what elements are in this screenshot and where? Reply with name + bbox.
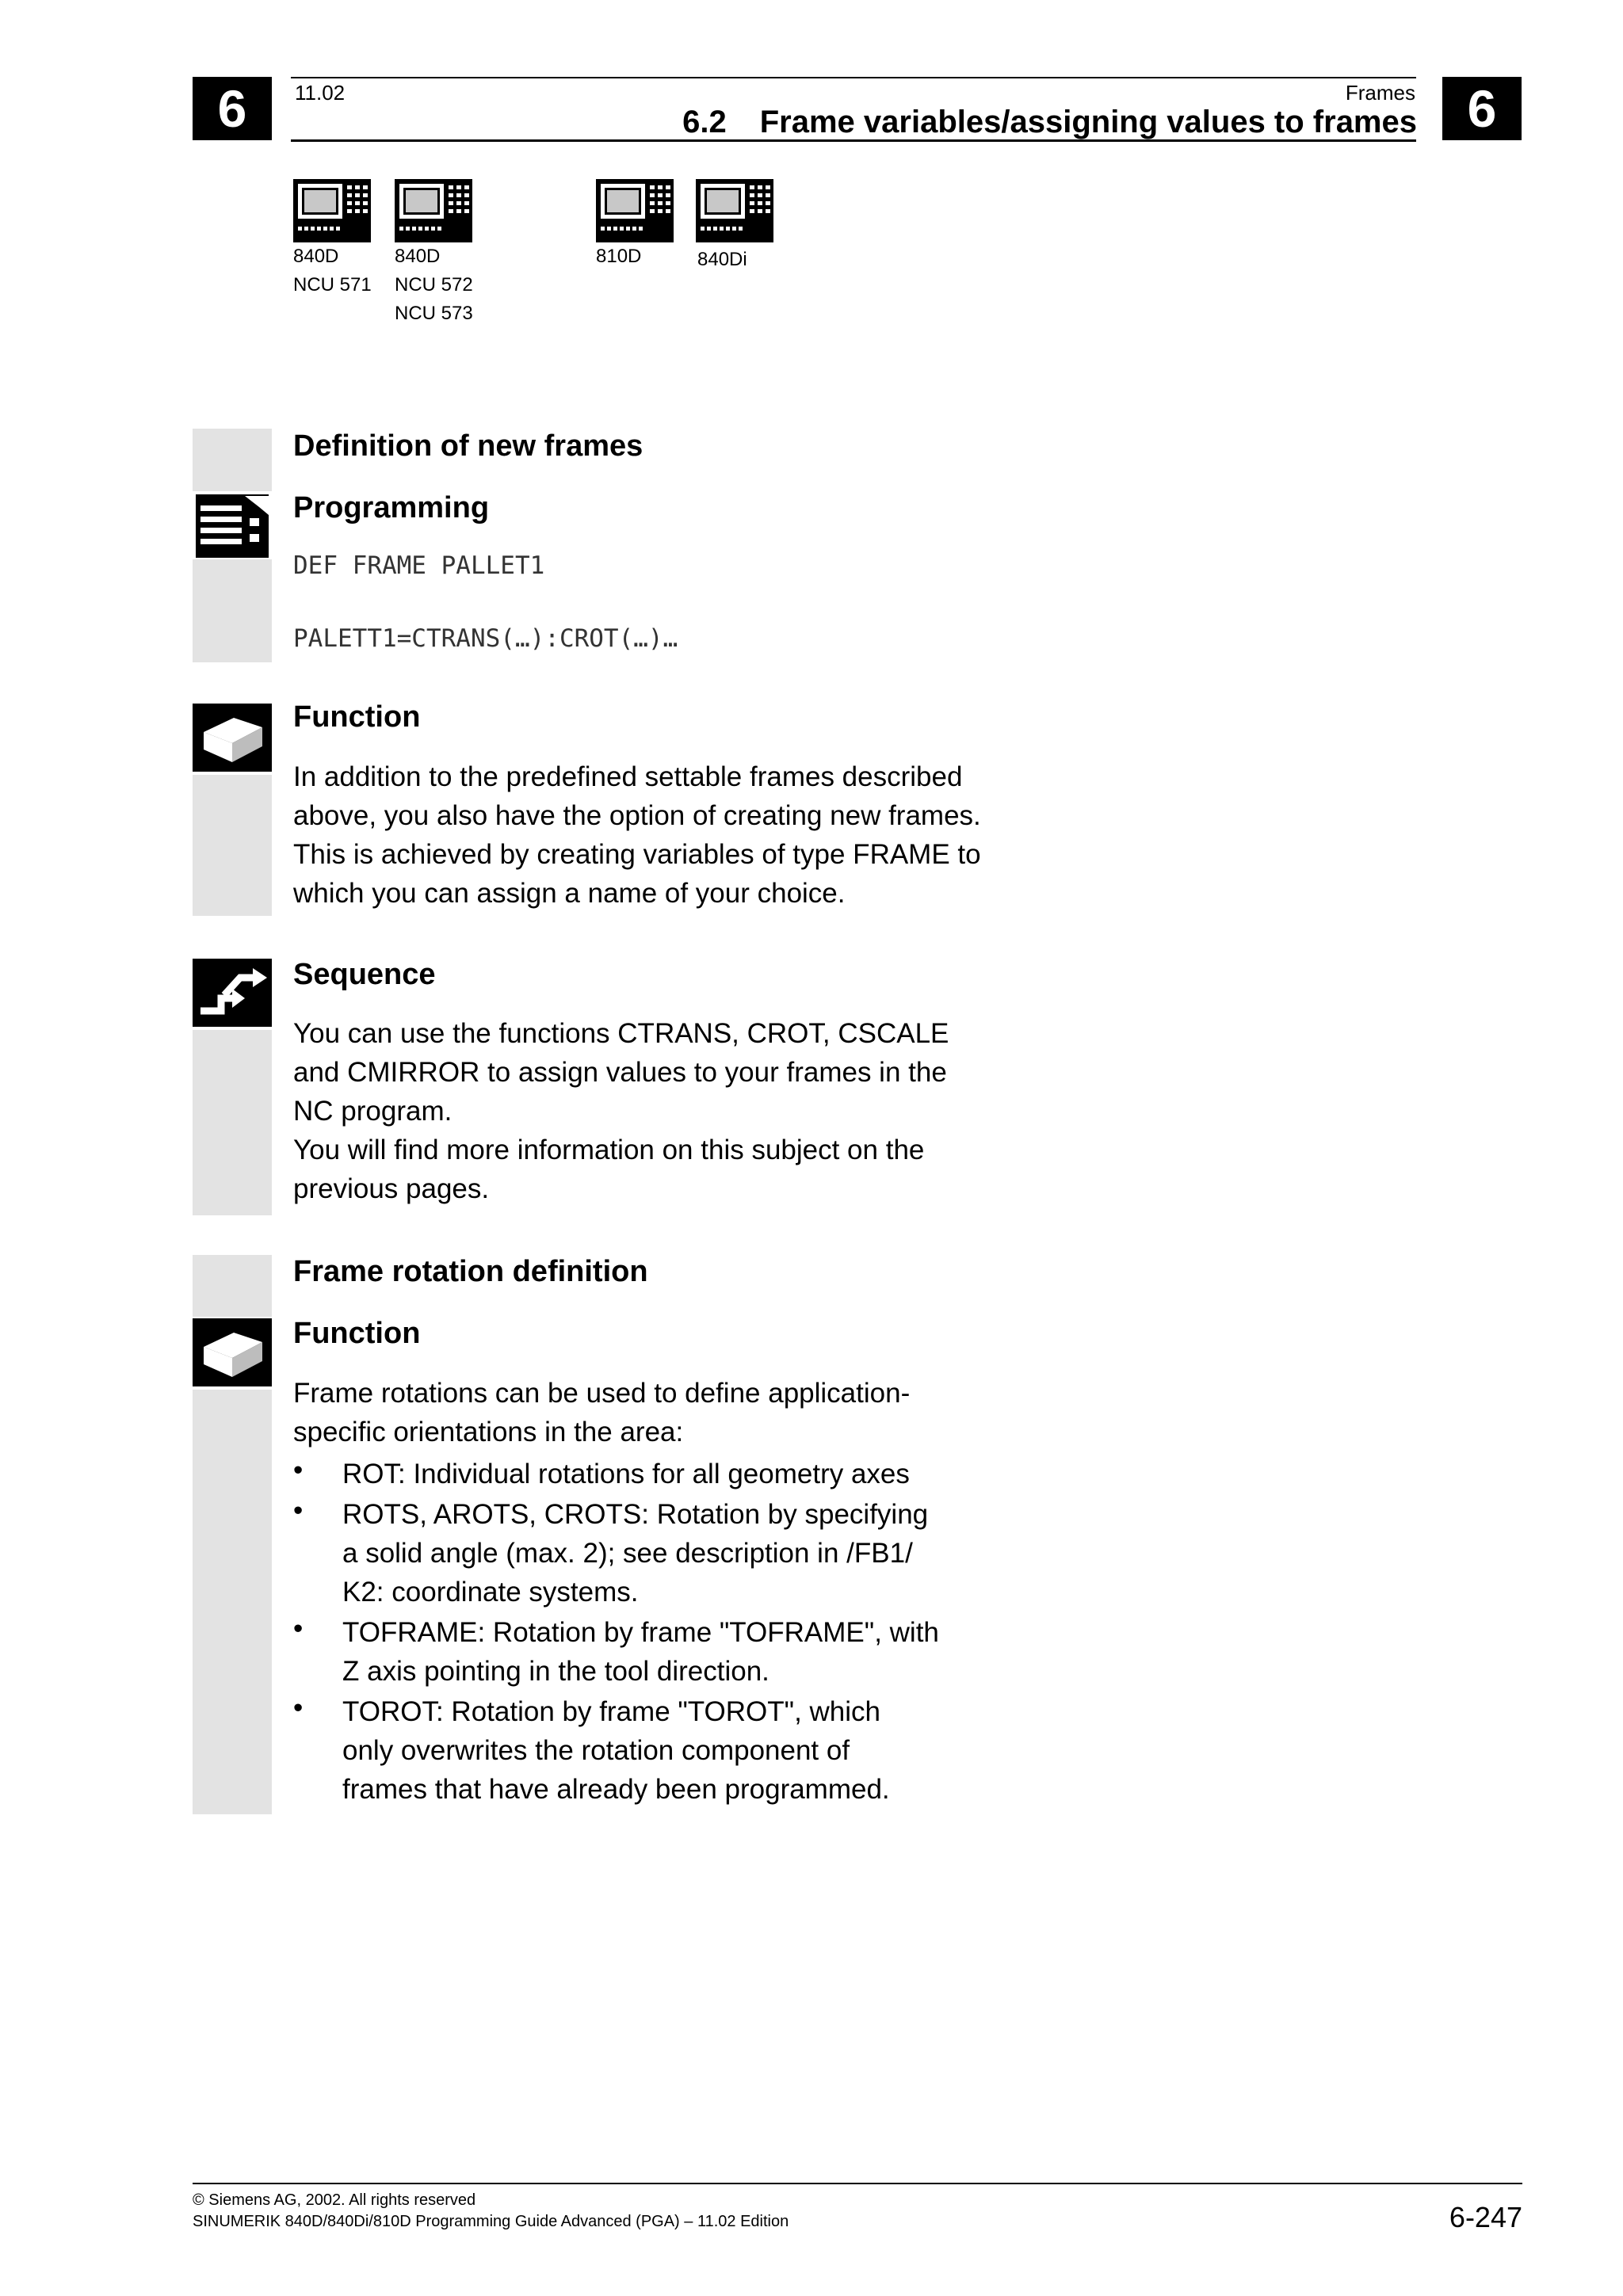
control-label: 840D NCU 571 [293,246,372,296]
code-line: DEF FRAME PALLET1 [293,551,545,580]
bullet-item: ROT: Individual rotations for all geometry axes [342,1459,910,1489]
bullet-marker: • [293,1455,304,1486]
heading-sequence: Sequence [293,958,436,991]
header-chapter-name: Frames [1345,81,1415,105]
heading-function: Function [293,700,421,734]
bullet-marker: • [293,1613,304,1644]
rotation-intro: Frame rotations can be used to define application- specific orientations in the area: [293,1378,911,1447]
heading-function: Function [293,1317,421,1350]
chapter-tab-right: 6 [1442,77,1522,140]
header-rule-bottom [291,139,1416,142]
margin-bar [193,1390,272,1814]
control-label: 840D NCU 572 NCU 573 [395,246,473,324]
footer-rule [193,2183,1522,2184]
margin-bar [193,559,272,662]
footer-copyright: © Siemens AG, 2002. All rights reserved [193,2191,476,2209]
function-paragraph: In addition to the predefined settable frames described above, you also have the option of creating new frames. This is achieved by creating variables of type FRAME to which you can assign a name of your choice. [293,761,981,909]
section-number: 6.2 [682,105,727,139]
margin-bar [193,429,272,491]
bullet-item: TOROT: Rotation by frame "TOROT", which only overwrites the rotation component of frames that have already been programmed. [342,1696,890,1805]
margin-bar [193,1030,272,1215]
margin-bar [193,775,272,916]
cube-icon [193,704,272,772]
sequence-arrows-icon [193,959,272,1027]
footer-doc-title: SINUMERIK 840D/840Di/810D Programming Guide Advanced (PGA) – 11.02 Edition [193,2213,789,2230]
margin-bar [193,1255,272,1317]
sequence-paragraph: You can use the functions CTRANS, CROT, CSCALE and CMIRROR to assign values to your frames in the NC program. You will find more information on this subject on the previous pages. [293,1018,949,1204]
control-label: 840Di [697,249,747,270]
bullet-item: TOFRAME: Rotation by frame "TOFRAME", with Z axis pointing in the tool direction. [342,1617,939,1687]
section-title [682,105,1417,140]
bullet-item: ROTS, AROTS, CROTS: Rotation by specifying a solid angle (max. 2); see description in /FB1/ K2: coordinate systems. [342,1499,929,1608]
header-rule-top [291,77,1416,78]
section-title-text: Frame variables/assigning values to frames [759,105,1417,139]
control-label: 810D [596,246,642,267]
control-panel-icon [596,179,674,242]
bullet-marker: • [293,1692,304,1723]
control-panel-icon [395,179,472,242]
control-panel-icon [696,179,773,242]
cube-icon [193,1318,272,1386]
heading-programming: Programming [293,491,490,524]
chapter-tab-left: 6 [193,77,272,140]
bullet-marker: • [293,1495,304,1526]
heading-frame-rotation-definition: Frame rotation definition [293,1255,648,1288]
header-date: 11.02 [295,81,346,105]
program-listing-icon [193,491,272,559]
page-number: 6-247 [1449,2201,1522,2233]
code-line: PALETT1=CTRANS(…):CROT(…)… [293,624,678,653]
heading-definition-new-frames: Definition of new frames [293,429,643,463]
control-panel-icon [293,179,371,242]
